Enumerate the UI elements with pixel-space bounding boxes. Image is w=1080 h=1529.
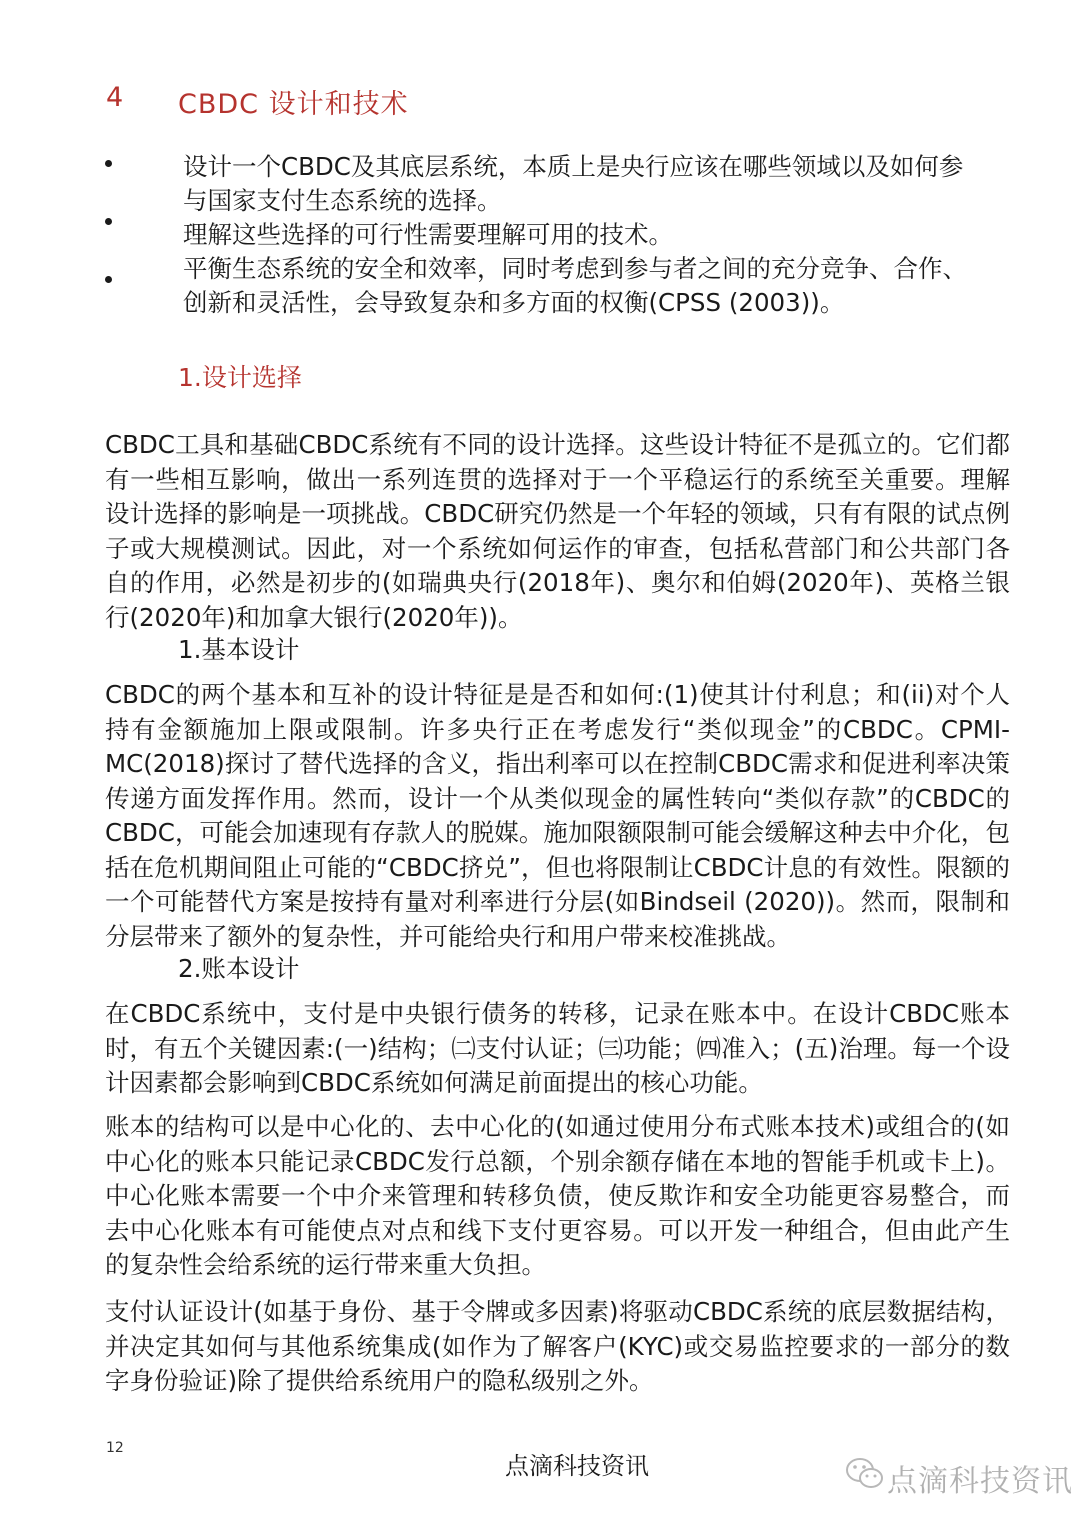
bullet-item: 平衡生态系统的安全和效率，同时考虑到参与者之间的充分竞争、合作、创新和灵活性，会导致复杂和多方面的权衡(CPSS (2003))。 <box>183 254 967 317</box>
bullet-item: 理解这些选择的可行性需要理解可用的技术。 <box>183 220 673 249</box>
paragraph: CBDC的两个基本和互补的设计特征是是否和如何:(1)使其计付利息；和(ii)对个人持有金额施加上限或限制。许多央行正在考虑发行“类似现金”的CBDC。CPMI-MC(2018)探讨了替代选择的含义，指出利率可以在控制CBDC需求和促进利率决策传递方面发挥作用。然而，设计一个从类似现金的属性转向“类似存款”的CBDC的CBDC，可能会加速现有存款人的脱媒。施加限额限制可能会缓解这种去中介化，包括在危机期间阻止可能的“CBDC挤兑”，但也将限制让CBDC计息的有效性。限额的一个可能替代方案是按持有量对利率进行分层(如Bindseil (2020))。然而，限制和分层带来了额外的复杂性，并可能给央行和用户带来校准挑战。 <box>105 680 1010 951</box>
paragraph: 支付认证设计(如基于身份、基于令牌或多因素)将驱动CBDC系统的底层数据结构，并决定其如何与其他系统集成(如作为了解客户(KYC)或交易监控要求的一部分的数字身份验证)除了提供给系统用户的隐私级别之外。 <box>105 1297 1010 1395</box>
paragraph: 账本的结构可以是中心化的、去中心化的(如通过使用分布式账本技术)或组合的(如中心化的账本只能记录CBDC发行总额，个别余额存储在本地的智能手机或卡上)。中心化账本需要一个中介来管理和转移负债，使反欺诈和安全功能更容易整合，而去中心化账本有可能使点对点和线下支付更容易。可以开发一种组合，但由此产生的复杂性会给系统的运行带来重大负担。 <box>105 1112 1010 1279</box>
footer-text: 点滴科技资讯 <box>505 1452 649 1480</box>
section-title: CBDC 设计和技术 <box>178 89 409 120</box>
section-number: 4 <box>106 82 124 113</box>
bullet-dot <box>105 276 112 283</box>
subsection-title: 1.设计选择 <box>178 363 302 392</box>
page-number: 12 <box>106 1440 124 1456</box>
watermark-text: 点滴科技资讯 <box>887 1464 1073 1499</box>
bullet-dot <box>105 160 112 167</box>
bullet-item: 设计一个CBDC及其底层系统，本质上是央行应该在哪些领域以及如何参与国家支付生态系统的选择。 <box>183 152 964 215</box>
subheading-basic-design: 1.基本设计 <box>178 635 300 664</box>
bullet-list <box>183 150 973 320</box>
paragraph: 在CBDC系统中，支付是中央银行债务的转移，记录在账本中。在设计CBDC账本时，有五个关键因素:(一)结构；㈡支付认证；㈢功能；㈣准入；(五)治理。每一个设计因素都会影响到CBDC系统如何满足前面提出的核心功能。 <box>105 999 1010 1097</box>
subheading-ledger-design: 2.账本设计 <box>178 954 300 983</box>
wechat-icon <box>845 1456 885 1490</box>
bullet-dot <box>105 218 112 225</box>
paragraph: CBDC工具和基础CBDC系统有不同的设计选择。这些设计特征不是孤立的。它们都有一些相互影响，做出一系列连贯的选择对于一个平稳运行的系统至关重要。理解设计选择的影响是一项挑战。CBDC研究仍然是一个年轻的领域，只有有限的试点例子或大规模测试。因此，对一个系统如何运作的审查，包括私营部门和公共部门各自的作用，必然是初步的(如瑞典央行(2018年)、奥尔和伯姆(2020年)、英格兰银行(2020年)和加拿大银行(2020年))。 <box>105 430 1010 632</box>
